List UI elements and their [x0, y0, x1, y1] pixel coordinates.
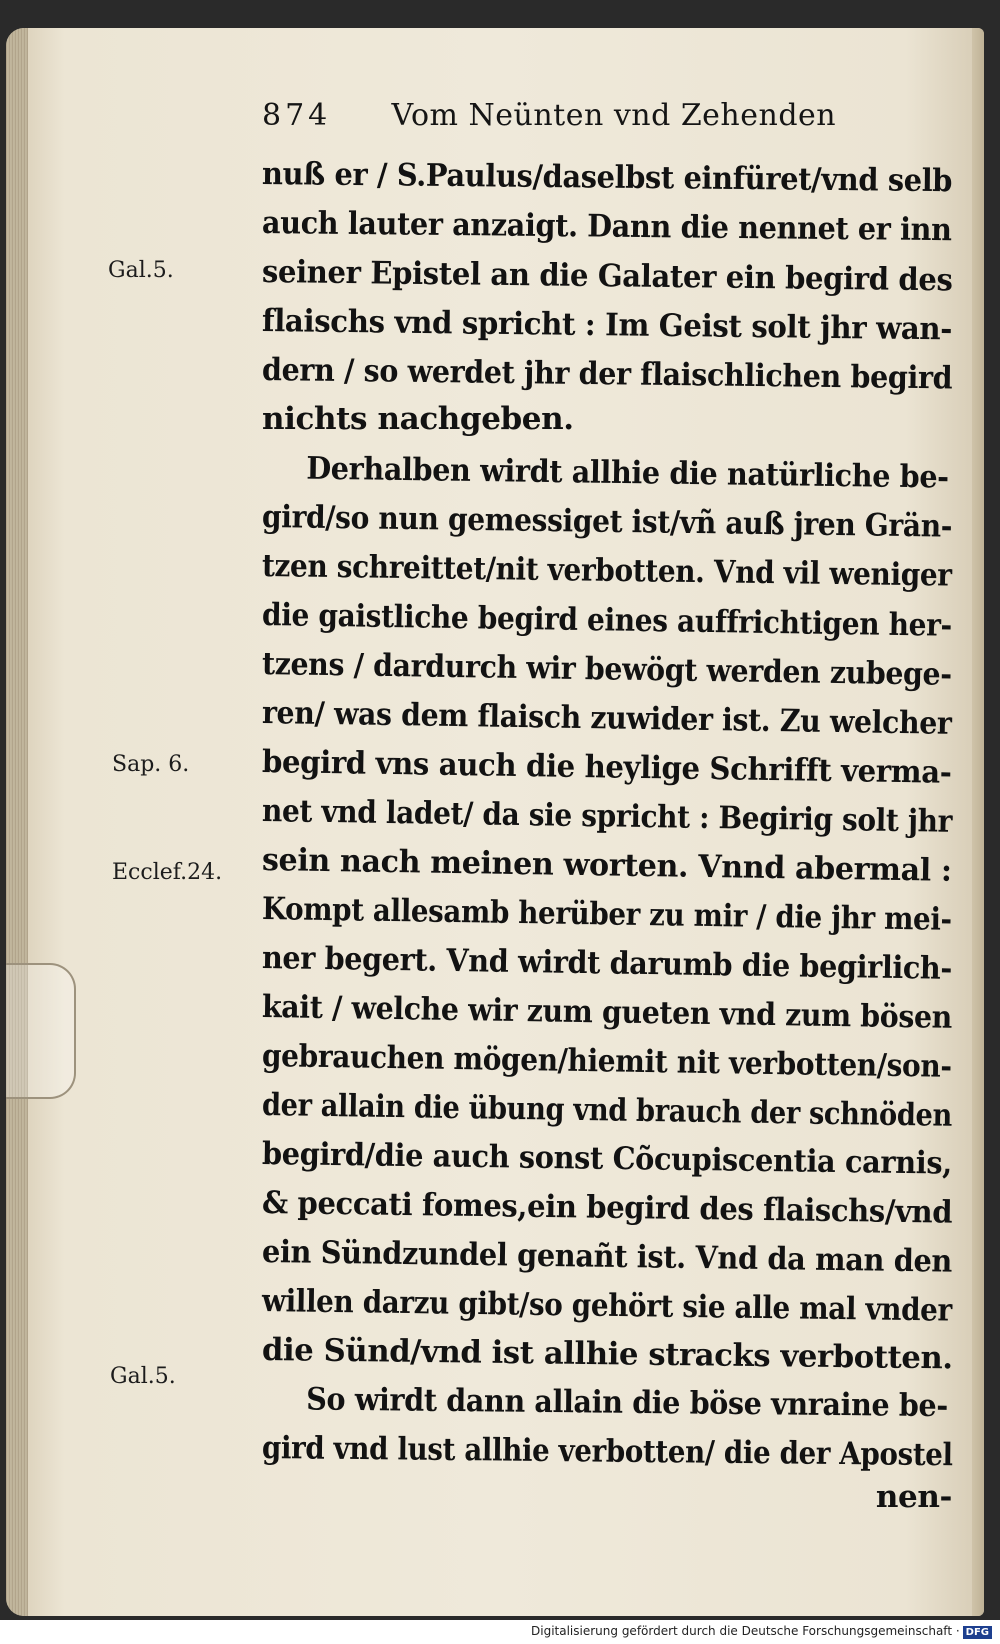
text-line: ner begert. Vnd wirdt darumb die begirlich- — [261, 940, 953, 987]
page-fore-edge — [972, 28, 984, 1616]
text-line: net vnd ladet/ da sie spricht : Begirig solt jhr — [261, 793, 953, 840]
footer-text: Digitalisierung gefördert durch die Deutsche Forschungsgemeinschaft · — [531, 1624, 960, 1638]
text-line: sein nach meinen worten. Vnnd abermal : — [261, 842, 952, 889]
text-line: ren/ was dem flaisch zuwider ist. Zu welcher — [261, 695, 952, 742]
book-clasp — [6, 963, 76, 1099]
margin-note: Ecclef.24. — [112, 860, 223, 885]
margin-note: Gal.5. — [110, 1364, 176, 1389]
running-title: Vom Neünten vnd Zehenden — [391, 98, 837, 133]
text-line: dern / so werdet jhr der flaischlichen begird — [261, 352, 953, 397]
margin-note: Gal.5. — [108, 258, 174, 283]
margin-note: Sap. 6. — [112, 752, 190, 777]
text-line: die gaistliche begird eines auffrichtigen her- — [261, 597, 953, 644]
text-line: nichts nachgeben. — [262, 401, 574, 437]
text-line: & peccati fomes,ein begird des flaischs/vnd — [261, 1185, 953, 1231]
text-line: Kompt allesamb herüber zu mir / die jhr mei- — [261, 891, 952, 938]
text-line: willen darzu gibt/so gehört sie alle mal vnder — [261, 1283, 953, 1329]
text-line: ein Sündzundel genañt ist. Vnd da man den — [261, 1234, 953, 1280]
body-text — [262, 150, 952, 1522]
text-line: tzen schreittet/nit verbotten. Vnd vil weniger — [261, 548, 952, 594]
text-line: seiner Epistel an die Galater ein begird des — [261, 254, 953, 299]
dfg-badge: DFG — [963, 1626, 992, 1639]
page-number: 874 — [262, 98, 332, 133]
text-line: Derhalben wirdt allhie die natürliche be- — [306, 450, 949, 496]
text-line: begird/die auch sonst Cõcupiscentia carnis, — [261, 1136, 953, 1182]
catchword: nen- — [875, 1479, 952, 1515]
text-line: tzens / dardurch wir bewögt werden zubege- — [261, 646, 952, 693]
text-line: gird vnd lust allhie verbotten/ die der Apostel — [261, 1430, 953, 1474]
text-line: der allain die übung vnd brauch der schnöden — [261, 1087, 953, 1134]
page-spine-edge — [6, 28, 28, 1616]
text-line: nuß er / S.Paulus/daselbst einfüret/vnd selb — [261, 156, 953, 200]
text-line: die Sünd/vnd ist allhie stracks verbotten. — [261, 1332, 953, 1377]
text-line: auch lauter anzaigt. Dann die nennet er inn — [261, 205, 952, 249]
digitization-footer — [531, 1624, 992, 1639]
running-header — [262, 98, 882, 133]
text-line: gebrauchen mögen/hiemit nit verbotten/son- — [261, 1038, 952, 1085]
text-line: flaischs vnd spricht : Im Geist solt jhr wan- — [261, 303, 953, 348]
text-line: kait / welche wir zum gueten vnd zum bösen — [261, 989, 953, 1036]
text-line: So wirdt dann allain die böse vnraine be- — [306, 1381, 948, 1425]
text-line: gird/so nun gemessiget ist/vñ auß jren Grän- — [261, 499, 953, 545]
text-line: begird vns auch die heylige Schrifft verma- — [261, 744, 952, 791]
